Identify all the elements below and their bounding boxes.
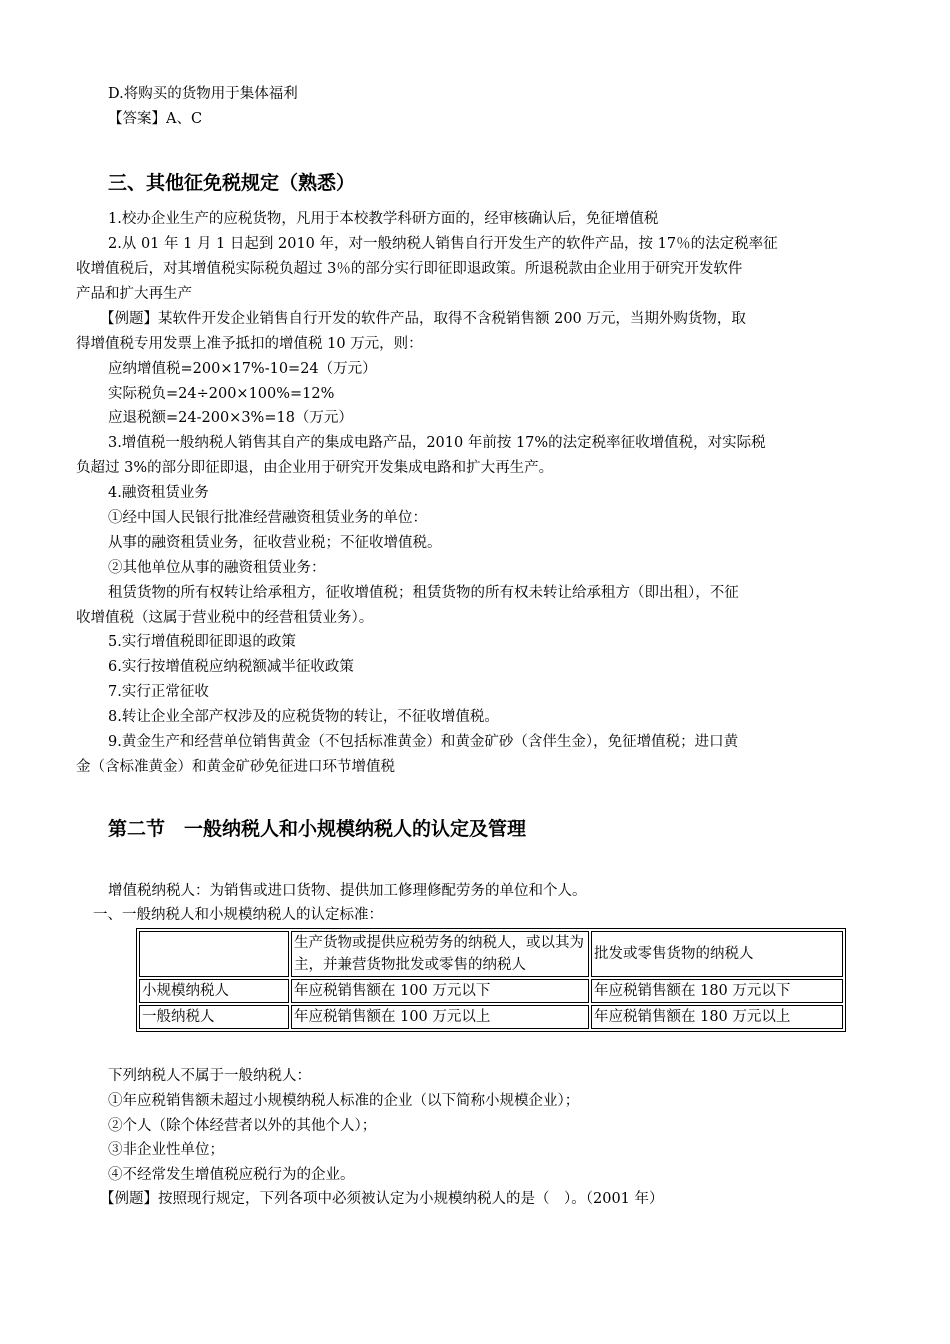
item-9-line2: 金（含标准黄金）和黄金矿砂免征进口环节增值税 [76,759,395,775]
item-4-a: ①经中国人民银行批准经营融资租赁业务的单位： [108,510,427,526]
calc-tax-payable: 应纳增值税=200×17%-10=24（万元） [108,361,377,377]
item-3-line1: 3.增值税一般纳税人销售其自产的集成电路产品，2010 年前按 17%的法定税率征收增值税，对实际税 [108,435,766,451]
item-2-line3: 产品和扩大再生产 [76,286,192,302]
table-cell: 一般纳税人 [139,1005,289,1029]
table-cell: 年应税销售额在 180 万元以下 [591,979,843,1003]
table-row [139,1005,843,1029]
calc-refund: 应退税额=24-200×3%=18（万元） [108,410,353,426]
item-1: 1.校办企业生产的应税货物，凡用于本校教学科研方面的，经审核确认后，免征增值税 [108,211,659,227]
not-general-item-4: ④不经常发生增值税应税行为的企业。 [108,1167,355,1183]
criteria-table [136,928,846,1032]
item-4-a-text: 从事的融资租赁业务，征收营业税；不征收增值税。 [108,535,442,551]
table-cell: 小规模纳税人 [139,979,289,1003]
table-row [139,979,843,1003]
table-cell: 年应税销售额在 100 万元以上 [291,1005,589,1029]
table-header-row [139,931,843,977]
table-cell: 年应税销售额在 100 万元以下 [291,979,589,1003]
example-question: 【例题】按照现行规定，下列各项中必须被认定为小规模纳税人的是（ ）。（2001 年） [100,1191,664,1207]
item-9-line1: 9.黄金生产和经营单位销售黄金（不包括标准黄金）和黄金矿砂（含伴生金），免征增值税；进口黄 [108,734,739,750]
section-heading-other-rules: 三、其他征免税规定（熟悉） [108,172,356,194]
not-general-item-2: ②个人（除个体经营者以外的其他个人）； [108,1118,377,1134]
not-general-item-3: ③非企业性单位； [108,1142,224,1158]
table-cell: 生产货物或提供应税劳务的纳税人，或以其为主，并兼营货物批发或零售的纳税人 [291,931,589,977]
example-line1: 【例题】某软件开发企业销售自行开发的软件产品，取得不含税销售额 200 万元，当期外购货物，取 [100,311,746,327]
section-heading-taxpayers: 第二节 一般纳税人和小规模纳税人的认定及管理 [108,818,527,840]
not-general-item-1: ①年应税销售额未超过小规模纳税人标准的企业（以下简称小规模企业）； [108,1093,580,1109]
not-general-intro: 下列纳税人不属于一般纳税人： [108,1068,311,1084]
example-line2: 得增值税专用发票上准予抵扣的增值税 10 万元，则： [76,336,423,352]
item-3-line2: 负超过 3%的部分即征即退，由企业用于研究开发集成电路和扩大再生产。 [76,460,554,476]
table-cell [139,931,289,977]
item-2-line1: 2.从 01 年 1 月 1 日起到 2010 年，对一般纳税人销售自行开发生产的软件产品，按 17％的法定税率征 [108,236,778,252]
table-cell: 年应税销售额在 180 万元以上 [591,1005,843,1029]
item-2-line2: 收增值税后，对其增值税实际税负超过 3％的部分实行即征即退政策。所退税款由企业用于研究开发软件 [76,261,743,277]
answer: 【答案】A、C [108,111,203,127]
item-6: 6.实行按增值税应纳税额减半征收政策 [108,659,354,675]
criteria-subheading: 一、一般纳税人和小规模纳税人的认定标准： [93,907,383,923]
item-4-b: ②其他单位从事的融资租赁业务： [108,560,326,576]
item-4-b-line2: 收增值税（这属于营业税中的经营租赁业务）。 [76,610,374,626]
option-d: D.将购买的货物用于集体福利 [108,86,298,102]
table-cell: 批发或零售货物的纳税人 [591,931,843,977]
item-4: 4.融资租赁业务 [108,485,209,501]
item-5: 5.实行增值税即征即退的政策 [108,634,296,650]
taxpayer-intro: 增值税纳税人：为销售或进口货物、提供加工修理修配劳务的单位和个人。 [108,883,587,899]
calc-actual-burden: 实际税负=24÷200×100%=12% [108,386,335,402]
item-8: 8.转让企业全部产权涉及的应税货物的转让，不征收增值税。 [108,709,499,725]
item-4-b-line1: 租赁货物的所有权转让给承租方，征收增值税；租赁货物的所有权未转让给承租方（即出租），不征 [108,585,739,601]
item-7: 7.实行正常征收 [108,684,209,700]
